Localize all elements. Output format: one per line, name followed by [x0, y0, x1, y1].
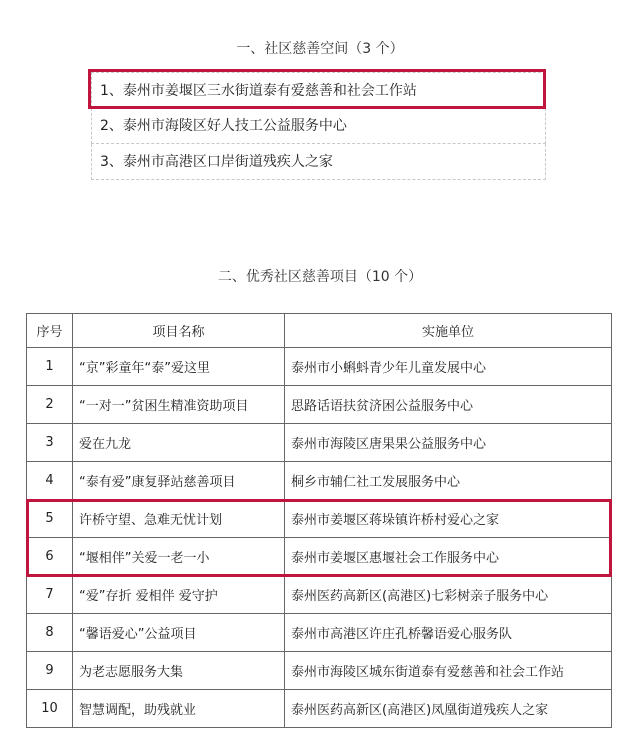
table-row	[27, 538, 612, 576]
cell-no: 8	[27, 614, 73, 652]
cell-name: “一对一”贫困生精准资助项目	[73, 386, 285, 424]
cell-name: “爱”存折 爱相伴 爱守护	[73, 576, 285, 614]
cell-no: 2	[27, 386, 73, 424]
cell-name: 许桥守望、急难无忧计划	[73, 500, 285, 538]
list-item: 1、泰州市姜堰区三水街道泰有爱慈善和社会工作站	[91, 72, 546, 108]
table-row	[27, 462, 612, 500]
table-row	[27, 500, 612, 538]
cell-no: 9	[27, 652, 73, 690]
header-no: 序号	[27, 314, 73, 348]
cell-name: “堰相伴”关爱一老一小	[73, 538, 285, 576]
table-row	[27, 652, 612, 690]
cell-org: 泰州医药高新区(高港区)七彩树亲子服务中心	[285, 576, 612, 614]
cell-org: 泰州市高港区许庄孔桥馨语爱心服务队	[285, 614, 612, 652]
cell-name: 智慧调配，助残就业	[73, 690, 285, 728]
cell-org: 泰州市海陵区城东街道泰有爱慈善和社会工作站	[285, 652, 612, 690]
table-row	[27, 614, 612, 652]
cell-name: 为老志愿服务大集	[73, 652, 285, 690]
header-org: 实施单位	[285, 314, 612, 348]
cell-no: 1	[27, 348, 73, 386]
table-row	[27, 576, 612, 614]
section1-title: 一、社区慈善空间（3 个）	[236, 41, 404, 57]
list-item: 2、泰州市海陵区好人技工公益服务中心	[91, 108, 546, 144]
cell-name: 爱在九龙	[73, 424, 285, 462]
cell-no: 5	[27, 500, 73, 538]
cell-no: 6	[27, 538, 73, 576]
cell-org: 思路话语扶贫济困公益服务中心	[285, 386, 612, 424]
charity-space-list	[91, 72, 546, 180]
cell-no: 4	[27, 462, 73, 500]
table-row	[27, 348, 612, 386]
cell-name: “京”彩童年“泰”爱这里	[73, 348, 285, 386]
projects-table	[26, 313, 612, 728]
cell-org: 泰州医药高新区(高港区)凤凰街道残疾人之家	[285, 690, 612, 728]
table-row	[27, 424, 612, 462]
cell-no: 3	[27, 424, 73, 462]
header-name: 项目名称	[73, 314, 285, 348]
table-header-row	[27, 314, 612, 348]
cell-org: 桐乡市辅仁社工发展服务中心	[285, 462, 612, 500]
cell-org: 泰州市姜堰区蒋垛镇许桥村爱心之家	[285, 500, 612, 538]
cell-name: “馨语爱心”公益项目	[73, 614, 285, 652]
section2-title: 二、优秀社区慈善项目（10 个）	[217, 269, 423, 285]
list-item: 3、泰州市高港区口岸街道残疾人之家	[91, 144, 546, 180]
cell-org: 泰州市小蝌蚪青少年儿童发展中心	[285, 348, 612, 386]
cell-no: 7	[27, 576, 73, 614]
cell-org: 泰州市姜堰区惠堰社会工作服务中心	[285, 538, 612, 576]
table-row	[27, 386, 612, 424]
cell-org: 泰州市海陵区唐果果公益服务中心	[285, 424, 612, 462]
table-row	[27, 690, 612, 728]
cell-name: “泰有爱”康复驿站慈善项目	[73, 462, 285, 500]
cell-no: 10	[27, 690, 73, 728]
